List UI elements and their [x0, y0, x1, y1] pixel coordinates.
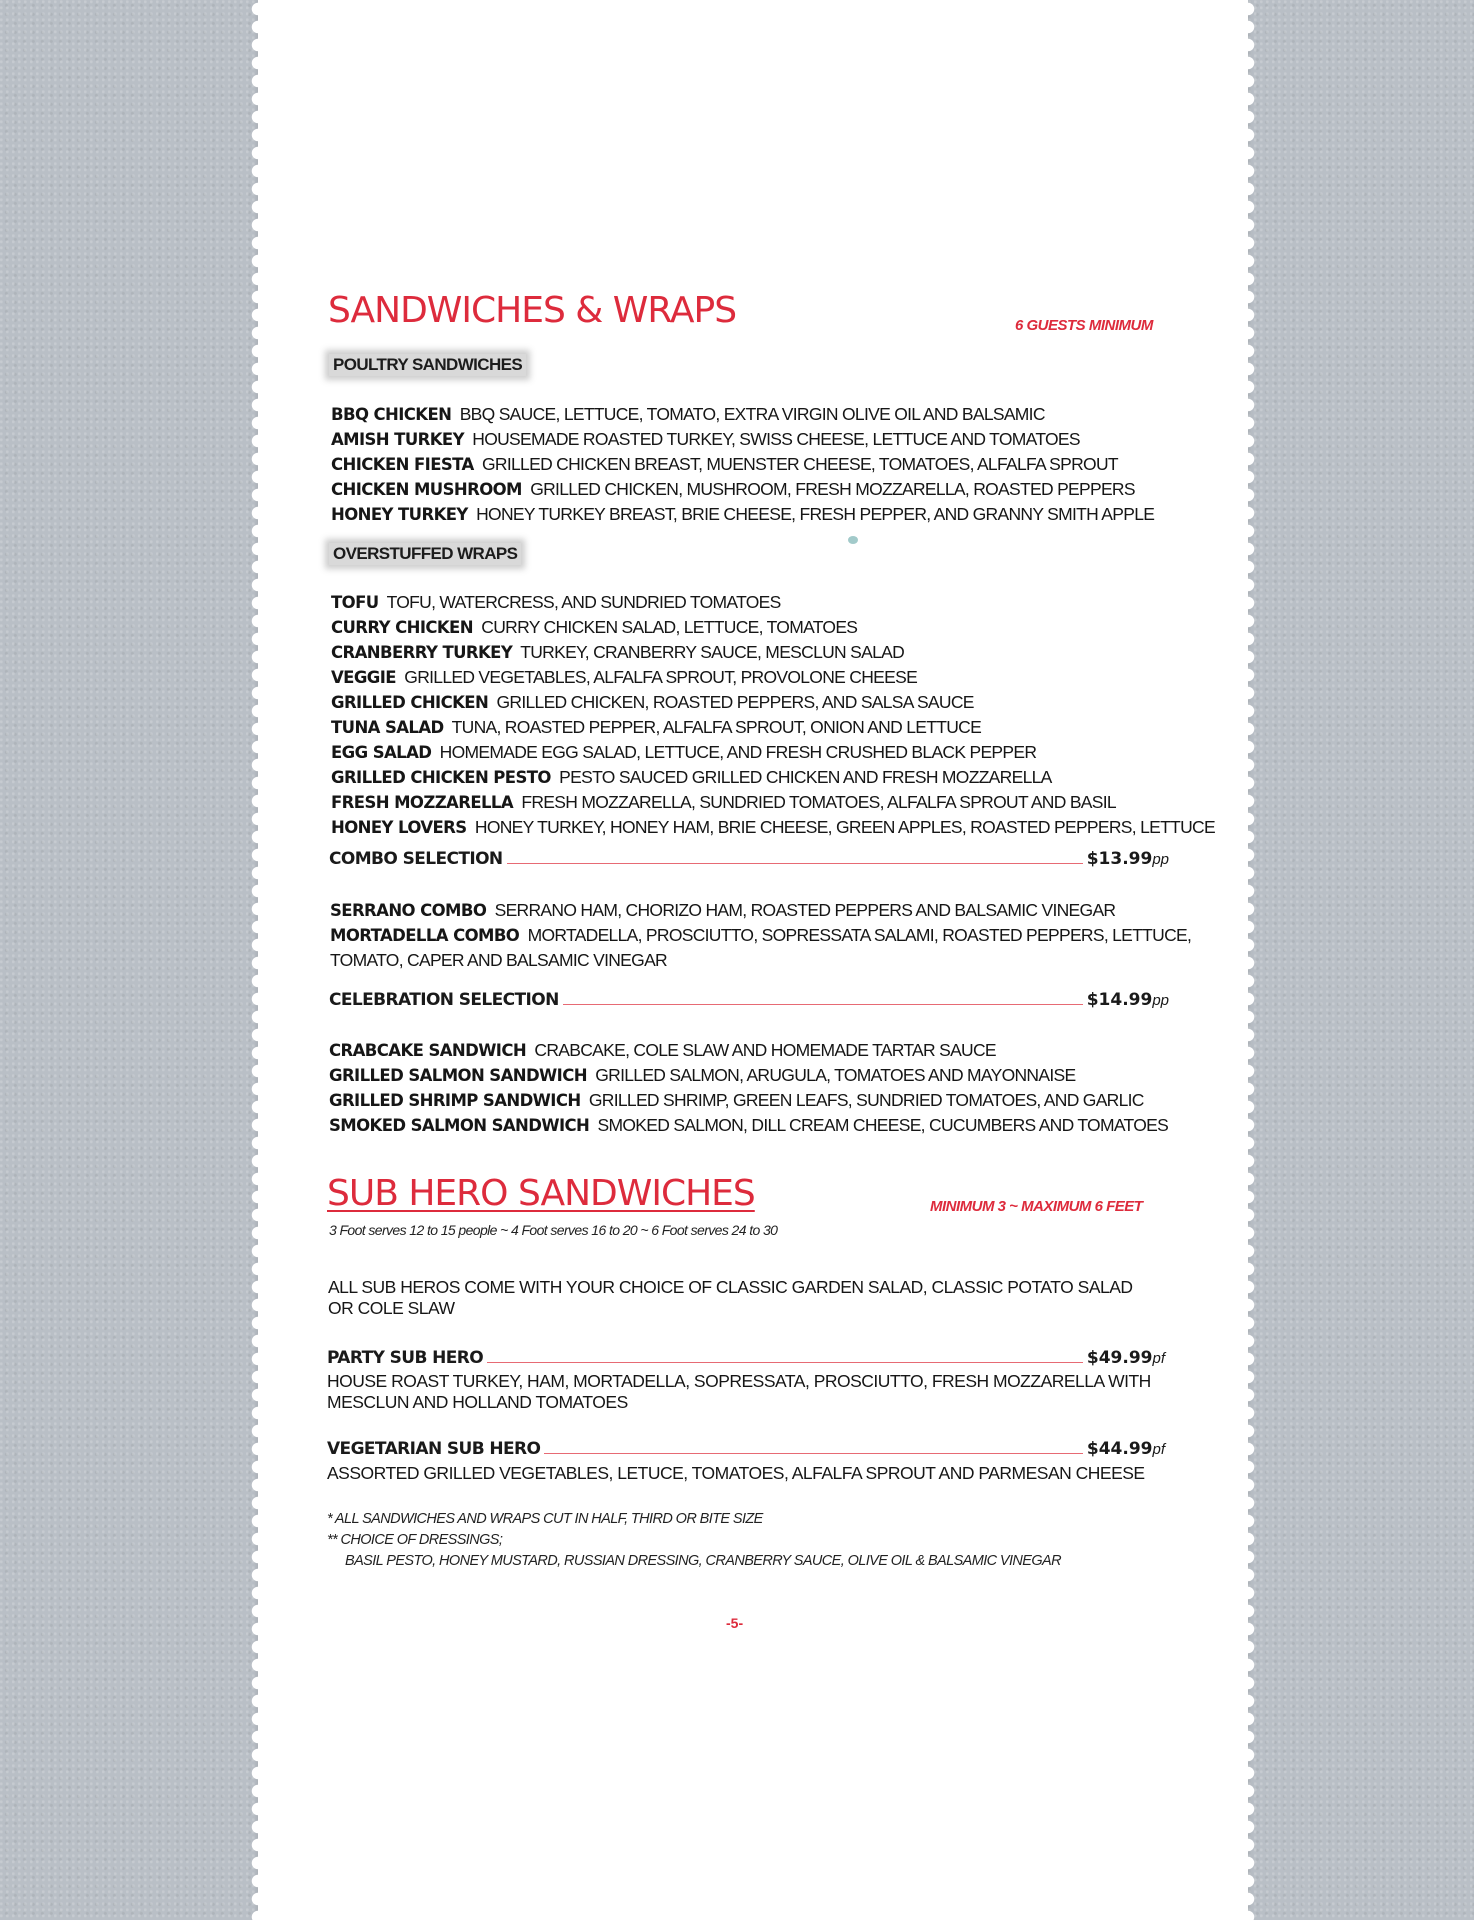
list-item-continuation: TOMATO, CAPER AND BALSAMIC VINEGAR	[330, 950, 667, 970]
list-item: BBQ CHICKEN BBQ SAUCE, LETTUCE, TOMATO, EXTRA VIRGIN OLIVE OIL AND BALSAMIC	[331, 404, 1045, 424]
price-unit: pf	[1152, 1349, 1165, 1367]
leader-line	[487, 1354, 1083, 1363]
list-item: GRILLED SALMON SANDWICH GRILLED SALMON, ARUGULA, TOMATOES AND MAYONNAISE	[329, 1065, 1076, 1085]
list-item: CURRY CHICKEN CURRY CHICKEN SALAD, LETTUCE, TOMATOES	[331, 617, 858, 637]
sub-hero-limit-note: MINIMUM 3 ~ MAXIMUM 6 FEET	[930, 1198, 1143, 1215]
page-number: -5-	[726, 1615, 744, 1631]
list-item: EGG SALAD HOMEMADE EGG SALAD, LETTUCE, AND FRESH CRUSHED BLACK PEPPER	[331, 742, 1037, 762]
sub-hero-intro: ALL SUB HEROS COME WITH YOUR CHOICE OF CLASSIC GARDEN SALAD, CLASSIC POTATO SALAD OR COLE SLAW	[328, 1277, 1133, 1318]
ink-spot	[848, 536, 858, 544]
combo-selection-label: COMBO SELECTION	[329, 849, 503, 869]
party-sub-hero-price: $49.99	[1086, 1348, 1153, 1368]
party-sub-hero-label: PARTY SUB HERO	[327, 1348, 484, 1368]
footnotes: * ALL SANDWICHES AND WRAPS CUT IN HALF, THIRD OR BITE SIZE ** CHOICE OF DRESSINGS; BASIL PESTO, HONEY MUSTARD, RUSSIAN DRESSING, CRANBERRY SAUCE, OLIVE OIL & BALSAMIC VINEGAR	[327, 1511, 1061, 1569]
list-item: MORTADELLA COMBO MORTADELLA, PROSCIUTTO, SOPRESSATA SALAMI, ROASTED PEPPERS, LETTUCE,	[330, 925, 1192, 945]
list-item: GRILLED SHRIMP SANDWICH GRILLED SHRIMP, GREEN LEAFS, SUNDRIED TOMATOES, AND GARLIC	[329, 1090, 1144, 1110]
celebration-selection-row	[329, 990, 1169, 1010]
serving-size-note: 3 Foot serves 12 to 15 people ~ 4 Foot serves 16 to 20 ~ 6 Foot serves 24 to 30	[329, 1222, 778, 1238]
celebration-list	[329, 1038, 1168, 1138]
list-item: CRABCAKE SANDWICH CRABCAKE, COLE SLAW AND HOMEMADE TARTAR SAUCE	[329, 1040, 996, 1060]
wraps-list	[331, 590, 1215, 840]
list-item: AMISH TURKEY HOUSEMADE ROASTED TURKEY, SWISS CHEESE, LETTUCE AND TOMATOES	[331, 429, 1080, 449]
list-item: FRESH MOZZARELLA FRESH MOZZARELLA, SUNDRIED TOMATOES, ALFALFA SPROUT AND BASIL	[331, 792, 1116, 812]
price-unit: pp	[1152, 991, 1169, 1009]
list-item: VEGGIE GRILLED VEGETABLES, ALFALFA SPROUT, PROVOLONE CHEESE	[331, 667, 918, 687]
section-title-sub-hero: SUB HERO SANDWICHES	[327, 1173, 755, 1214]
section-title-sandwiches: SANDWICHES & WRAPS	[328, 290, 737, 331]
combo-list	[330, 898, 1191, 972]
price-unit: pp	[1152, 850, 1169, 868]
poultry-list	[331, 402, 1154, 527]
party-sub-hero-row	[327, 1348, 1165, 1368]
combo-selection-row	[329, 849, 1169, 869]
list-item: HONEY LOVERS HONEY TURKEY, HONEY HAM, BRIE CHEESE, GREEN APPLES, ROASTED PEPPERS, LETTUCE	[331, 817, 1215, 837]
list-item: GRILLED CHICKEN GRILLED CHICKEN, ROASTED PEPPERS, AND SALSA SAUCE	[331, 692, 974, 712]
list-item: CHICKEN MUSHROOM GRILLED CHICKEN, MUSHROOM, FRESH MOZZARELLA, ROASTED PEPPERS	[331, 479, 1135, 499]
scalloped-edge-right	[1241, 0, 1255, 1920]
scalloped-edge-left	[251, 0, 265, 1920]
list-item: HONEY TURKEY HONEY TURKEY BREAST, BRIE CHEESE, FRESH PEPPER, AND GRANNY SMITH APPLE	[331, 504, 1155, 524]
category-heading-wraps: OVERSTUFFED WRAPS	[329, 543, 521, 565]
leader-line	[563, 996, 1083, 1005]
list-item: SMOKED SALMON SANDWICH SMOKED SALMON, DILL CREAM CHEESE, CUCUMBERS AND TOMATOES	[329, 1115, 1169, 1135]
vegetarian-sub-hero-row	[327, 1439, 1165, 1459]
celebration-price: $14.99	[1086, 990, 1153, 1010]
list-item: TUNA SALAD TUNA, ROASTED PEPPER, ALFALFA SPROUT, ONION AND LETTUCE	[331, 717, 982, 737]
list-item: GRILLED CHICKEN PESTO PESTO SAUCED GRILLED CHICKEN AND FRESH MOZZARELLA	[331, 767, 1052, 787]
leader-line	[507, 855, 1083, 864]
vegetarian-sub-hero-desc: ASSORTED GRILLED VEGETABLES, LETUCE, TOMATOES, ALFALFA SPROUT AND PARMESAN CHEESE	[327, 1463, 1145, 1483]
price-unit: pf	[1152, 1440, 1165, 1458]
guests-minimum-note: 6 GUESTS MINIMUM	[1015, 317, 1153, 334]
list-item: CHICKEN FIESTA GRILLED CHICKEN BREAST, MUENSTER CHEESE, TOMATOES, ALFALFA SPROUT	[331, 454, 1118, 474]
list-item: CRANBERRY TURKEY TURKEY, CRANBERRY SAUCE, MESCLUN SALAD	[331, 642, 905, 662]
party-sub-hero-desc: HOUSE ROAST TURKEY, HAM, MORTADELLA, SOPRESSATA, PROSCIUTTO, FRESH MOZZARELLA WITH MESCLUN AND HOLLAND TOMATOES	[327, 1371, 1151, 1412]
list-item: SERRANO COMBO SERRANO HAM, CHORIZO HAM, ROASTED PEPPERS AND BALSAMIC VINEGAR	[330, 900, 1116, 920]
list-item: TOFU TOFU, WATERCRESS, AND SUNDRIED TOMATOES	[331, 592, 781, 612]
celebration-selection-label: CELEBRATION SELECTION	[329, 990, 559, 1010]
category-heading-poultry: POULTRY SANDWICHES	[329, 354, 526, 376]
vegetarian-sub-hero-label: VEGETARIAN SUB HERO	[327, 1439, 541, 1459]
combo-price: $13.99	[1086, 849, 1153, 869]
leader-line	[544, 1445, 1082, 1454]
vegetarian-sub-hero-price: $44.99	[1086, 1439, 1153, 1459]
